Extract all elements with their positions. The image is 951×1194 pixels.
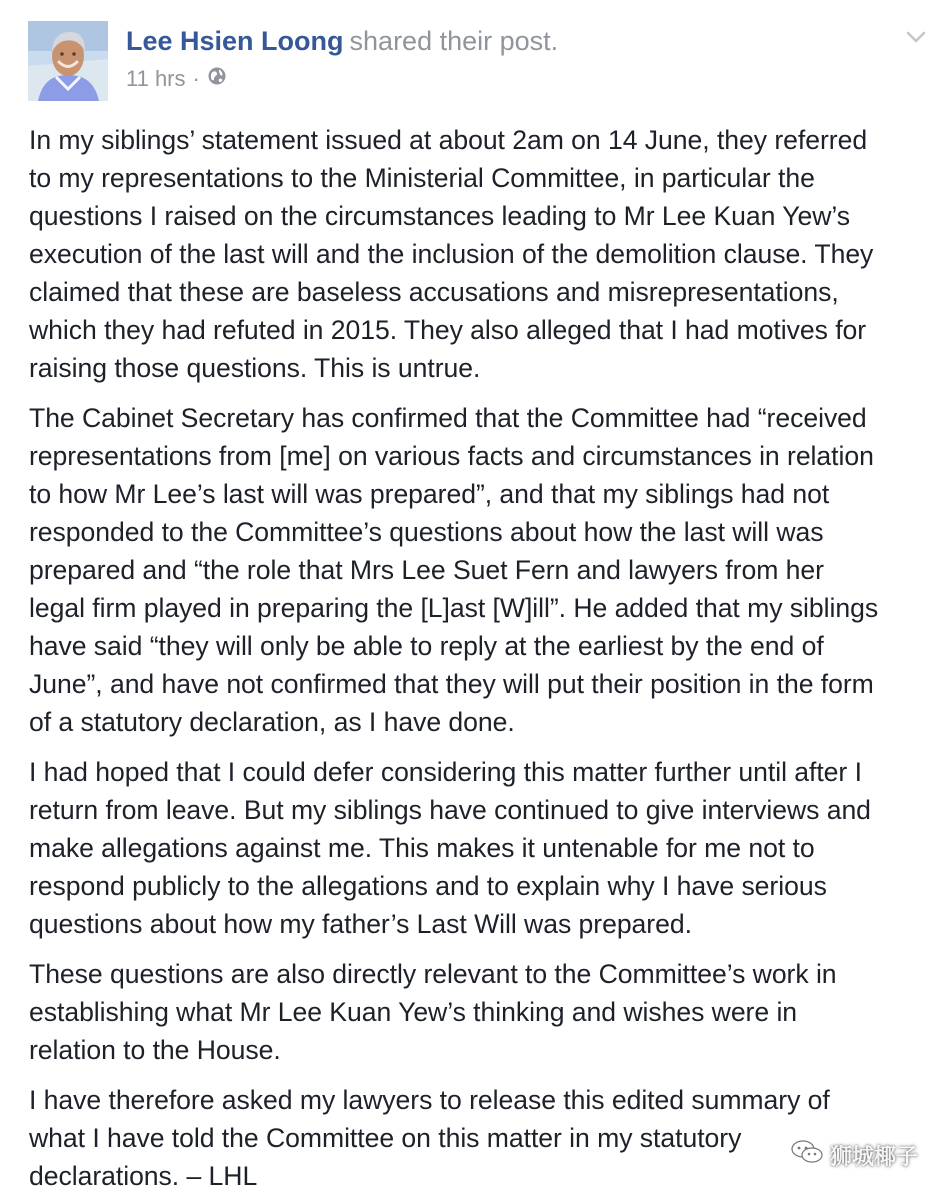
text-line: to my representations to the Ministerial Committee, in particular the: [29, 163, 815, 193]
globe-icon[interactable]: [207, 65, 227, 93]
text-line: to how Mr Lee’s last will was prepared”, and that my siblings had not: [29, 479, 830, 509]
text-line: questions about how my father’s Last Will was prepared.: [29, 909, 692, 939]
paragraph-1: [29, 121, 929, 387]
text-line: legal firm played in preparing the [L]ast [W]ill”. He added that my siblings: [29, 593, 879, 623]
paragraph-4: [29, 955, 929, 1069]
author-avatar[interactable]: [28, 21, 108, 101]
shared-post-text: shared their post.: [349, 26, 559, 56]
post-byline: [126, 23, 558, 59]
text-line: I had hoped that I could defer considering this matter further until after I: [29, 757, 862, 787]
text-line: prepared and “the role that Mrs Lee Suet Fern and lawyers from her: [29, 555, 824, 585]
text-line: relation to the House.: [29, 1035, 281, 1065]
text-line: The Cabinet Secretary has confirmed that the Committee had “received: [29, 403, 867, 433]
paragraph-3: [29, 753, 929, 943]
post-body: [29, 121, 929, 1194]
text-line: what I have told the Committee on this matter in my statutory: [29, 1123, 742, 1153]
text-line: establishing what Mr Lee Kuan Yew’s thinking and wishes were in: [29, 997, 798, 1027]
text-line: declarations. – LHL: [29, 1161, 258, 1191]
text-line: make allegations against me. This makes it untenable for me not to: [29, 833, 815, 863]
text-line: have said “they will only be able to reply at the earliest by the end of: [29, 631, 824, 661]
text-line: These questions are also directly relevant to the Committee’s work in: [29, 959, 837, 989]
wechat-watermark: [790, 1138, 930, 1172]
text-line: June”, and have not confirmed that they will put their position in the form: [29, 669, 874, 699]
author-name-link[interactable]: Lee Hsien Loong: [126, 26, 344, 56]
text-line: I have therefore asked my lawyers to release this edited summary of: [29, 1085, 830, 1115]
text-line: In my siblings’ statement issued at about 2am on 14 June, they referred: [29, 125, 868, 155]
post-meta: [126, 65, 227, 93]
text-line: which they had refuted in 2015. They also alleged that I had motives for: [29, 315, 867, 345]
paragraph-2: [29, 399, 929, 741]
chevron-down-icon[interactable]: [904, 25, 928, 49]
text-line: responded to the Committee’s questions about how the last will was: [29, 517, 824, 547]
text-line: questions I raised on the circumstances leading to Mr Lee Kuan Yew’s: [29, 201, 851, 231]
text-line: respond publicly to the allegations and to explain why I have serious: [29, 871, 827, 901]
wechat-icon: [790, 1138, 824, 1172]
meta-separator: ·: [192, 66, 200, 91]
text-line: representations from [me] on various facts and circumstances in relation: [29, 441, 874, 471]
text-line: of a statutory declaration, as I have done.: [29, 707, 515, 737]
text-line: claimed that these are baseless accusations and misrepresentations,: [29, 277, 839, 307]
watermark-text: 狮城椰子: [830, 1143, 919, 1169]
post-header: [28, 21, 928, 101]
text-line: return from leave. But my siblings have continued to give interviews and: [29, 795, 871, 825]
post-timestamp[interactable]: 11 hrs: [126, 66, 186, 91]
text-line: raising those questions. This is untrue.: [29, 353, 481, 383]
text-line: execution of the last will and the inclusion of the demolition clause. They: [29, 239, 874, 269]
